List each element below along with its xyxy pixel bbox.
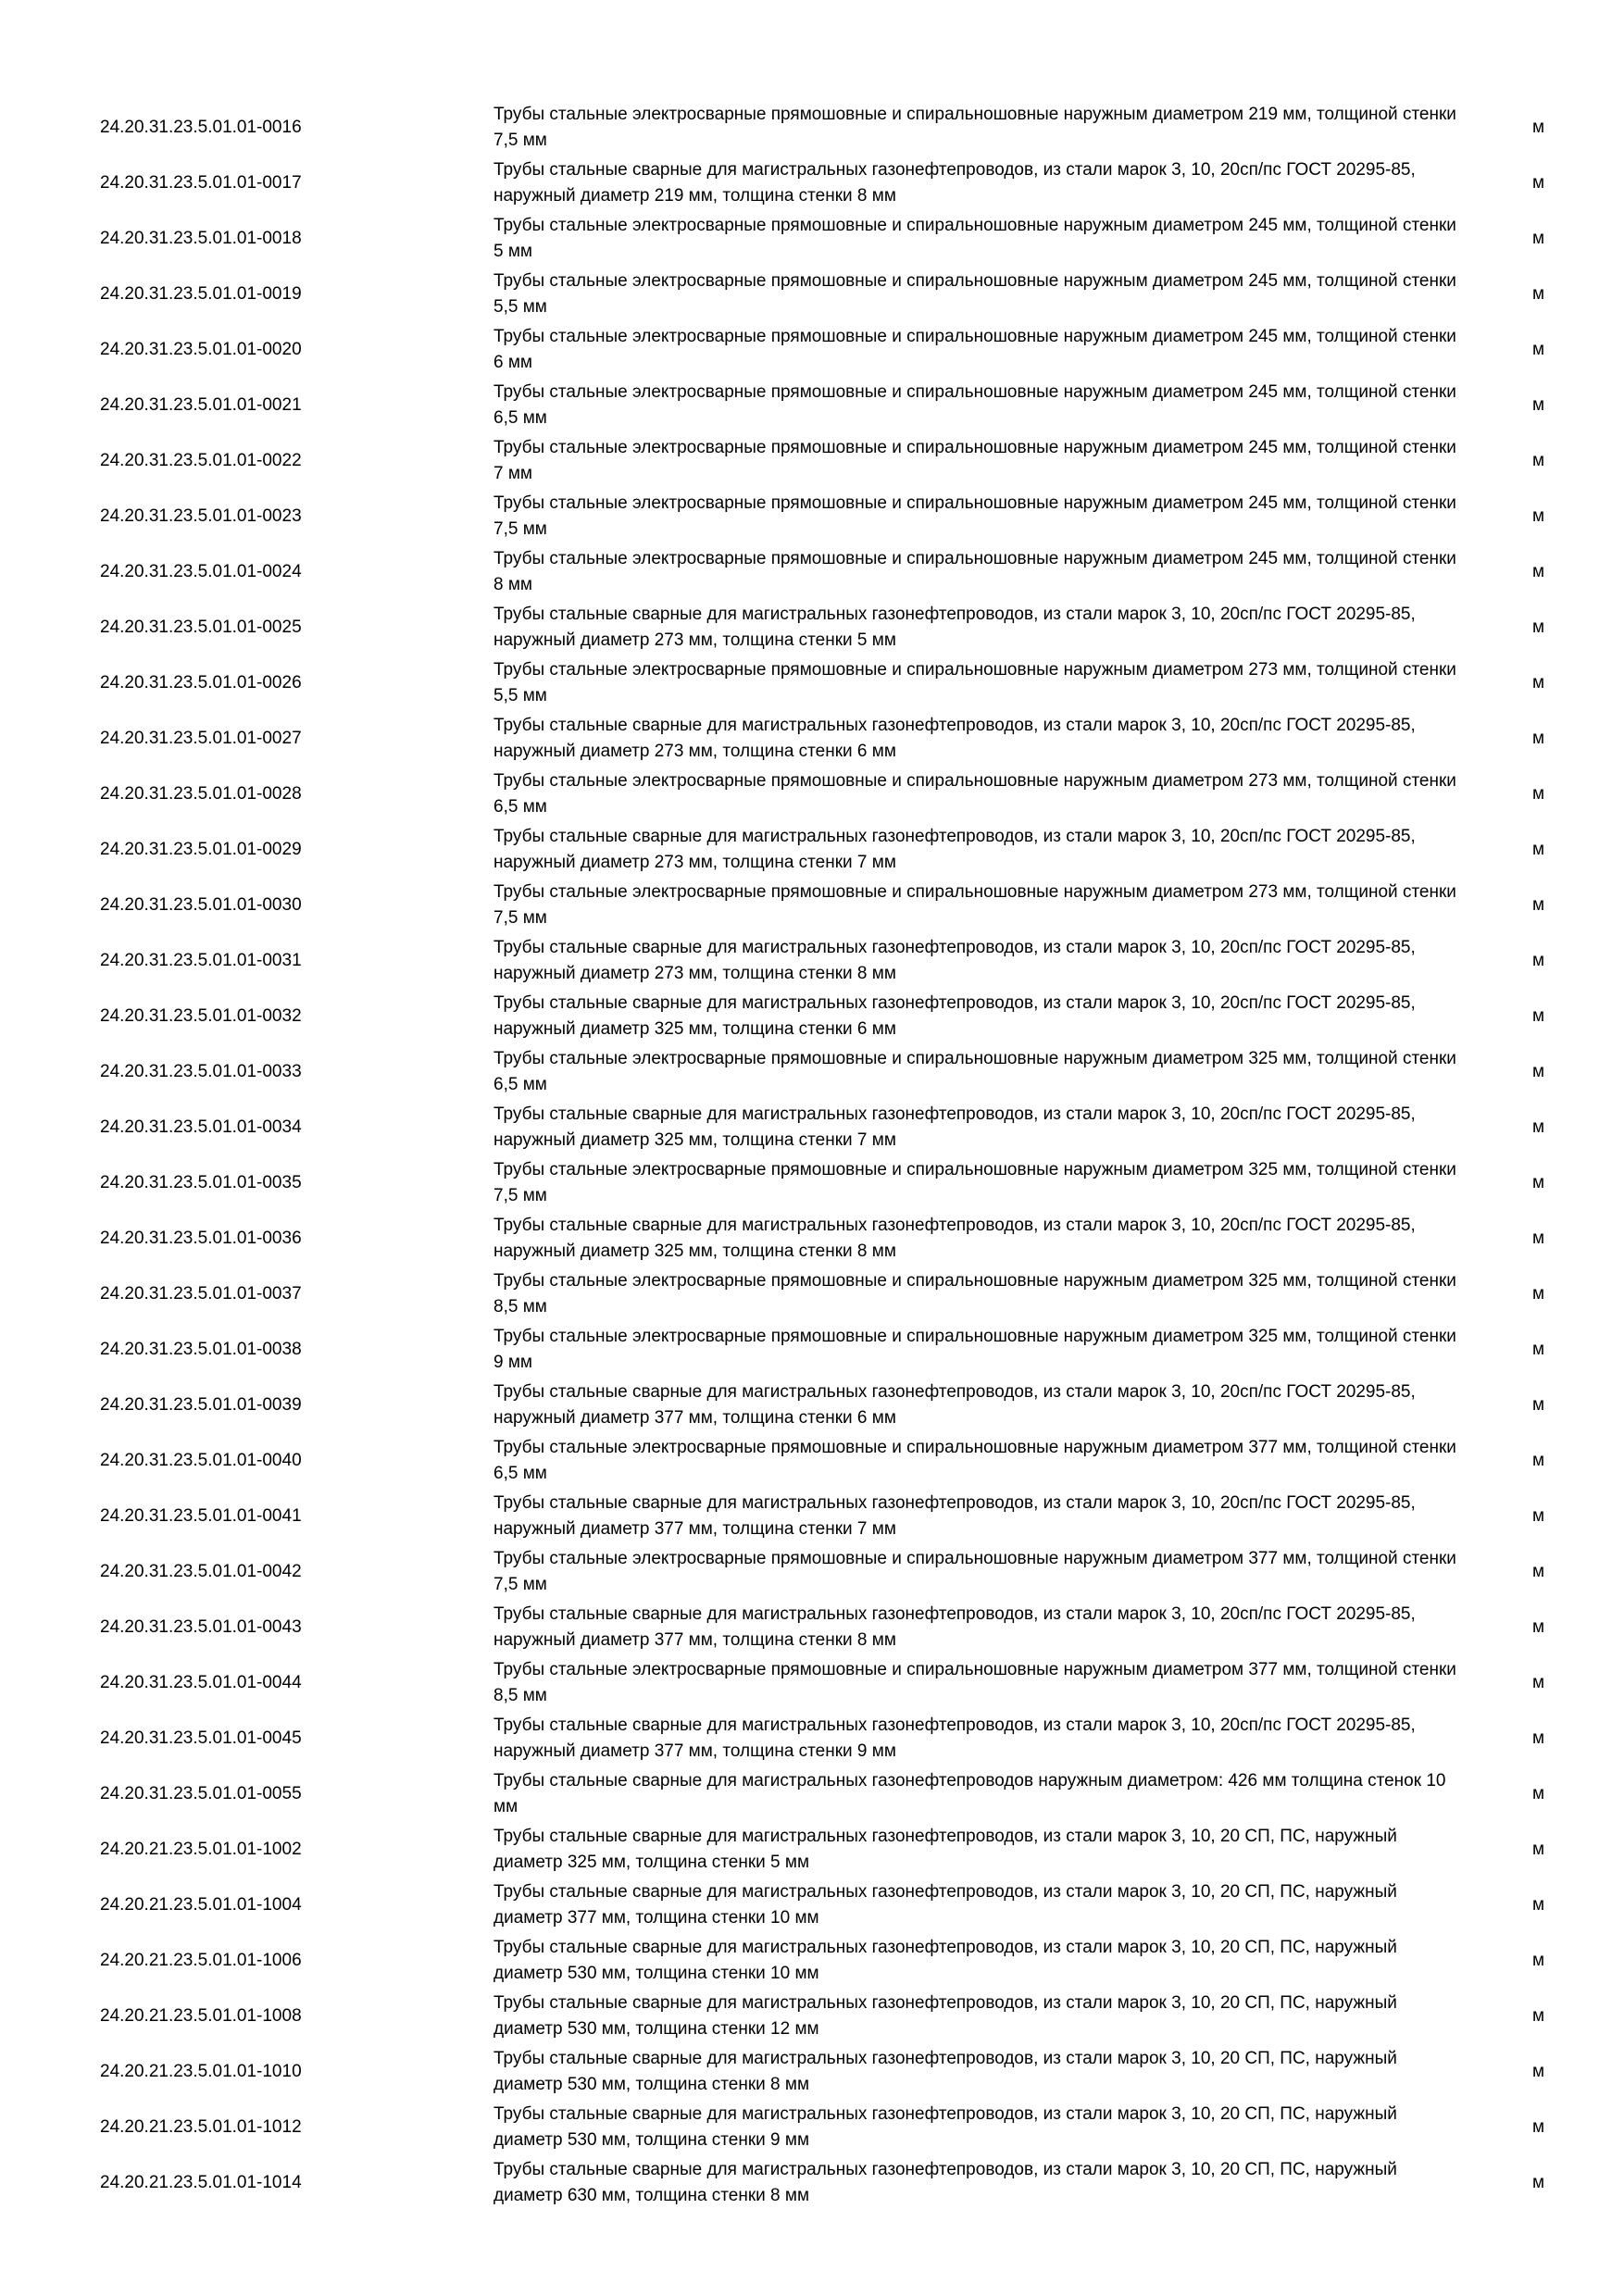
row-unit: м [1531, 1673, 1544, 1692]
row-code: 24.20.31.23.5.01.01-0023 [100, 506, 302, 526]
row-description: Трубы стальные сварные для магистральных газонефтепроводов, из стали марок 3, 10, 20сп/пс ГОСТ 20295-85, наружный диаметр 273 мм, толщина стенки 5 мм [493, 605, 1416, 650]
row-description-cell [493, 767, 1498, 822]
row-code: 24.20.21.23.5.01.01-1012 [100, 2117, 302, 2137]
row-code: 24.20.31.23.5.01.01-0045 [100, 1728, 302, 1748]
table-row [100, 2100, 1544, 2155]
row-unit: м [1531, 1229, 1544, 1248]
price-table [100, 100, 1544, 2211]
row-code: 24.20.21.23.5.01.01-1006 [100, 1951, 302, 1970]
row-unit: м [1531, 1395, 1544, 1415]
row-code: 24.20.31.23.5.01.01-0018 [100, 229, 302, 248]
table-row [100, 1989, 1544, 2044]
table-row [100, 655, 1544, 711]
row-description-cell [493, 989, 1498, 1044]
row-description: Трубы стальные сварные для магистральных газонефтепроводов, из стали марок 3, 10, 20 СП, ПС, наружный диаметр 377 мм, толщина стенки 10 мм [493, 1882, 1397, 1928]
row-description: Трубы стальные сварные для магистральных газонефтепроводов, из стали марок 3, 10, 20 СП, ПС, наружный диаметр 325 мм, толщина стенки 5 мм [493, 1827, 1397, 1872]
row-description-cell [493, 1267, 1498, 1322]
row-code: 24.20.31.23.5.01.01-0029 [100, 840, 302, 859]
row-unit: м [1531, 1895, 1544, 1915]
row-code: 24.20.31.23.5.01.01-0030 [100, 895, 302, 915]
table-row [100, 767, 1544, 822]
row-description: Трубы стальные электросварные прямошовные и спиральношовные наружным диаметром 245 мм, толщиной стенки 8 мм [493, 549, 1456, 594]
row-description: Трубы стальные сварные для магистральных газонефтепроводов, из стали марок 3, 10, 20сп/пс ГОСТ 20295-85, наружный диаметр 219 мм, толщина стенки 8 мм [493, 160, 1416, 206]
row-description: Трубы стальные сварные для магистральных газонефтепроводов, из стали марок 3, 10, 20сп/пс ГОСТ 20295-85, наружный диаметр 273 мм, толщина стенки 8 мм [493, 938, 1416, 983]
row-description: Трубы стальные сварные для магистральных газонефтепроводов, из стали марок 3, 10, 20 СП, ПС, наружный диаметр 530 мм, толщина стенки 12 мм [493, 1993, 1397, 2039]
table-row [100, 1211, 1544, 1267]
row-description-cell [493, 322, 1498, 378]
table-row [100, 989, 1544, 1044]
table-row [100, 1933, 1544, 1989]
row-description-cell [493, 600, 1498, 655]
row-description: Трубы стальные электросварные прямошовные и спиральношовные наружным диаметром 273 мм, толщиной стенки 7,5 мм [493, 882, 1456, 928]
row-unit: м [1531, 2062, 1544, 2081]
row-unit: м [1531, 1728, 1544, 1748]
row-unit: м [1531, 1173, 1544, 1192]
row-code: 24.20.31.23.5.01.01-0043 [100, 1617, 302, 1637]
row-description: Трубы стальные электросварные прямошовные и спиральношовные наружным диаметром 377 мм, толщиной стенки 6,5 мм [493, 1438, 1456, 1483]
table-row [100, 378, 1544, 433]
row-description: Трубы стальные электросварные прямошовные и спиральношовные наружным диаметром 325 мм, толщиной стенки 6,5 мм [493, 1049, 1456, 1094]
row-description: Трубы стальные сварные для магистральных газонефтепроводов, из стали марок 3, 10, 20 СП, ПС, наружный диаметр 530 мм, толщина стенки 8 мм [493, 2049, 1397, 2094]
row-unit: м [1531, 173, 1544, 193]
row-description-cell [493, 2044, 1498, 2100]
row-description: Трубы стальные сварные для магистральных газонефтепроводов, из стали марок 3, 10, 20сп/пс ГОСТ 20295-85, наружный диаметр 325 мм, толщина стенки 6 мм [493, 993, 1416, 1039]
row-description-cell [493, 1544, 1498, 1600]
row-description: Трубы стальные электросварные прямошовные и спиральношовные наружным диаметром 273 мм, толщиной стенки 6,5 мм [493, 771, 1456, 817]
row-description: Трубы стальные сварные для магистральных газонефтепроводов, из стали марок 3, 10, 20сп/пс ГОСТ 20295-85, наружный диаметр 377 мм, толщина стенки 7 мм [493, 1493, 1416, 1539]
table-row [100, 433, 1544, 489]
row-description-cell [493, 1489, 1498, 1544]
row-unit: м [1531, 1784, 1544, 1803]
table-body [100, 100, 1544, 2211]
table-row [100, 2044, 1544, 2100]
row-description: Трубы стальные электросварные прямошовные и спиральношовные наружным диаметром 245 мм, толщиной стенки 6 мм [493, 327, 1456, 372]
row-unit: м [1531, 1284, 1544, 1304]
row-description-cell [493, 1322, 1498, 1378]
row-description-cell [493, 1933, 1498, 1989]
row-description-cell [493, 1044, 1498, 1100]
row-unit: м [1531, 1117, 1544, 1137]
row-description-cell [493, 1378, 1498, 1433]
row-unit: м [1531, 840, 1544, 859]
row-unit: м [1531, 1562, 1544, 1581]
row-description-cell [493, 822, 1498, 878]
row-description-cell [493, 1711, 1498, 1766]
row-code: 24.20.31.23.5.01.01-0042 [100, 1562, 302, 1581]
table-row [100, 600, 1544, 655]
table-row [100, 322, 1544, 378]
table-row [100, 1155, 1544, 1211]
row-unit: м [1531, 395, 1544, 415]
row-description: Трубы стальные сварные для магистральных газонефтепроводов, из стали марок 3, 10, 20 СП, ПС, наружный диаметр 530 мм, толщина стенки 9 мм [493, 2104, 1397, 2150]
table-row [100, 1822, 1544, 1878]
row-unit: м [1531, 2006, 1544, 2026]
row-description-cell [493, 1155, 1498, 1211]
row-code: 24.20.21.23.5.01.01-1010 [100, 2062, 302, 2081]
row-code: 24.20.31.23.5.01.01-0020 [100, 340, 302, 359]
row-description: Трубы стальные электросварные прямошовные и спиральношовные наружным диаметром 219 мм, толщиной стенки 7,5 мм [493, 105, 1456, 150]
row-code: 24.20.21.23.5.01.01-1002 [100, 1840, 302, 1859]
row-description-cell [493, 933, 1498, 989]
row-description: Трубы стальные сварные для магистральных газонефтепроводов, из стали марок 3, 10, 20сп/пс ГОСТ 20295-85, наружный диаметр 273 мм, толщина стенки 6 мм [493, 716, 1416, 761]
row-code: 24.20.31.23.5.01.01-0034 [100, 1117, 302, 1137]
row-code: 24.20.31.23.5.01.01-0037 [100, 1284, 302, 1304]
row-unit: м [1531, 562, 1544, 581]
table-row [100, 711, 1544, 767]
row-unit: м [1531, 1340, 1544, 1359]
row-description: Трубы стальные электросварные прямошовные и спиральношовные наружным диаметром 377 мм, толщиной стенки 7,5 мм [493, 1549, 1456, 1594]
row-description: Трубы стальные сварные для магистральных газонефтепроводов, из стали марок 3, 10, 20сп/пс ГОСТ 20295-85, наружный диаметр 377 мм, толщина стенки 9 мм [493, 1716, 1416, 1761]
row-unit: м [1531, 1451, 1544, 1470]
row-description-cell [493, 1433, 1498, 1489]
row-code: 24.20.21.23.5.01.01-1014 [100, 2173, 302, 2192]
row-description-cell [493, 1100, 1498, 1155]
row-description-cell [493, 433, 1498, 489]
row-code: 24.20.31.23.5.01.01-0031 [100, 951, 302, 970]
row-description-cell [493, 211, 1498, 267]
row-code: 24.20.31.23.5.01.01-0033 [100, 1062, 302, 1081]
row-unit: м [1531, 2117, 1544, 2137]
table-row [100, 878, 1544, 933]
row-code: 24.20.31.23.5.01.01-0036 [100, 1229, 302, 1248]
row-unit: м [1531, 1840, 1544, 1859]
table-row [100, 1600, 1544, 1655]
row-unit: м [1531, 673, 1544, 693]
row-code: 24.20.31.23.5.01.01-0044 [100, 1673, 302, 1692]
row-code: 24.20.31.23.5.01.01-0024 [100, 562, 302, 581]
row-code: 24.20.31.23.5.01.01-0026 [100, 673, 302, 693]
row-description: Трубы стальные сварные для магистральных газонефтепроводов, из стали марок 3, 10, 20 СП, ПС, наружный диаметр 530 мм, толщина стенки 10 мм [493, 1938, 1397, 1983]
row-description: Трубы стальные электросварные прямошовные и спиральношовные наружным диаметром 245 мм, толщиной стенки 7,5 мм [493, 493, 1456, 539]
table-row [100, 1489, 1544, 1544]
row-description: Трубы стальные сварные для магистральных газонефтепроводов, из стали марок 3, 10, 20сп/пс ГОСТ 20295-85, наружный диаметр 377 мм, толщина стенки 6 мм [493, 1382, 1416, 1428]
row-unit: м [1531, 1006, 1544, 1026]
row-description-cell [493, 156, 1498, 211]
row-code: 24.20.31.23.5.01.01-0032 [100, 1006, 302, 1026]
row-description: Трубы стальные электросварные прямошовные и спиральношовные наружным диаметром 245 мм, толщиной стенки 5 мм [493, 216, 1456, 261]
row-code: 24.20.31.23.5.01.01-0038 [100, 1340, 302, 1359]
row-description: Трубы стальные сварные для магистральных газонефтепроводов наружным диаметром: 426 мм толщина стенок 10 мм [493, 1771, 1446, 1816]
table-row [100, 1711, 1544, 1766]
row-description-cell [493, 878, 1498, 933]
row-code: 24.20.31.23.5.01.01-0025 [100, 618, 302, 637]
row-description-cell [493, 1989, 1498, 2044]
table-row [100, 1544, 1544, 1600]
row-code: 24.20.31.23.5.01.01-0055 [100, 1784, 302, 1803]
row-code: 24.20.31.23.5.01.01-0040 [100, 1451, 302, 1470]
table-row [100, 1378, 1544, 1433]
row-code: 24.20.21.23.5.01.01-1004 [100, 1895, 302, 1915]
row-description: Трубы стальные сварные для магистральных газонефтепроводов, из стали марок 3, 10, 20 СП, ПС, наружный диаметр 630 мм, толщина стенки 8 мм [493, 2160, 1397, 2205]
row-description: Трубы стальные электросварные прямошовные и спиральношовные наружным диаметром 377 мм, толщиной стенки 8,5 мм [493, 1660, 1456, 1705]
row-code: 24.20.21.23.5.01.01-1008 [100, 2006, 302, 2026]
table-row [100, 1100, 1544, 1155]
row-description-cell [493, 100, 1498, 156]
row-description: Трубы стальные сварные для магистральных газонефтепроводов, из стали марок 3, 10, 20сп/пс ГОСТ 20295-85, наружный диаметр 377 мм, толщина стенки 8 мм [493, 1604, 1416, 1650]
row-description-cell [493, 2155, 1498, 2211]
table-row [100, 100, 1544, 156]
row-description-cell [493, 378, 1498, 433]
table-row [100, 1267, 1544, 1322]
row-description-cell [493, 267, 1498, 322]
row-description-cell [493, 489, 1498, 544]
row-description-cell [493, 1655, 1498, 1711]
table-row [100, 1044, 1544, 1100]
row-unit: м [1531, 729, 1544, 748]
table-row [100, 1878, 1544, 1933]
row-description: Трубы стальные электросварные прямошовные и спиральношовные наружным диаметром 325 мм, толщиной стенки 7,5 мм [493, 1160, 1456, 1205]
row-unit: м [1531, 1617, 1544, 1637]
row-description-cell [493, 1878, 1498, 1933]
row-unit: м [1531, 451, 1544, 470]
row-description-cell [493, 1211, 1498, 1267]
row-unit: м [1531, 618, 1544, 637]
row-code: 24.20.31.23.5.01.01-0039 [100, 1395, 302, 1415]
row-description: Трубы стальные сварные для магистральных газонефтепроводов, из стали марок 3, 10, 20сп/пс ГОСТ 20295-85, наружный диаметр 273 мм, толщина стенки 7 мм [493, 827, 1416, 872]
table-row [100, 1433, 1544, 1489]
row-code: 24.20.31.23.5.01.01-0016 [100, 118, 302, 137]
row-description: Трубы стальные электросварные прямошовные и спиральношовные наружным диаметром 325 мм, толщиной стенки 8,5 мм [493, 1271, 1456, 1316]
table-row [100, 156, 1544, 211]
table-row [100, 822, 1544, 878]
row-description: Трубы стальные электросварные прямошовные и спиральношовные наружным диаметром 325 мм, толщиной стенки 9 мм [493, 1327, 1456, 1372]
row-description-cell [493, 1600, 1498, 1655]
row-code: 24.20.31.23.5.01.01-0028 [100, 784, 302, 804]
row-description-cell [493, 711, 1498, 767]
row-description: Трубы стальные электросварные прямошовные и спиральношовные наружным диаметром 245 мм, толщиной стенки 5,5 мм [493, 271, 1456, 317]
table-row [100, 544, 1544, 600]
row-unit: м [1531, 1062, 1544, 1081]
row-description: Трубы стальные электросварные прямошовные и спиральношовные наружным диаметром 245 мм, толщиной стенки 7 мм [493, 438, 1456, 483]
row-description-cell [493, 655, 1498, 711]
row-description: Трубы стальные сварные для магистральных газонефтепроводов, из стали марок 3, 10, 20сп/пс ГОСТ 20295-85, наружный диаметр 325 мм, толщина стенки 7 мм [493, 1104, 1416, 1150]
row-description-cell [493, 2100, 1498, 2155]
row-code: 24.20.31.23.5.01.01-0027 [100, 729, 302, 748]
table-row [100, 211, 1544, 267]
row-code: 24.20.31.23.5.01.01-0041 [100, 1506, 302, 1526]
row-unit: м [1531, 951, 1544, 970]
row-code: 24.20.31.23.5.01.01-0022 [100, 451, 302, 470]
row-unit: м [1531, 2173, 1544, 2192]
row-unit: м [1531, 1951, 1544, 1970]
row-description-cell [493, 544, 1498, 600]
row-unit: м [1531, 895, 1544, 915]
row-unit: м [1531, 340, 1544, 359]
table-row [100, 2155, 1544, 2211]
row-code: 24.20.31.23.5.01.01-0019 [100, 284, 302, 304]
table-row [100, 489, 1544, 544]
row-code: 24.20.31.23.5.01.01-0021 [100, 395, 302, 415]
row-unit: м [1531, 784, 1544, 804]
row-unit: м [1531, 506, 1544, 526]
row-description-cell [493, 1822, 1498, 1878]
row-description: Трубы стальные электросварные прямошовные и спиральношовные наружным диаметром 273 мм, толщиной стенки 5,5 мм [493, 660, 1456, 705]
table-row [100, 267, 1544, 322]
row-code: 24.20.31.23.5.01.01-0035 [100, 1173, 302, 1192]
row-description: Трубы стальные электросварные прямошовные и спиральношовные наружным диаметром 245 мм, толщиной стенки 6,5 мм [493, 382, 1456, 428]
row-description-cell [493, 1766, 1498, 1822]
table-row [100, 1766, 1544, 1822]
row-unit: м [1531, 118, 1544, 137]
row-description: Трубы стальные сварные для магистральных газонефтепроводов, из стали марок 3, 10, 20сп/пс ГОСТ 20295-85, наружный диаметр 325 мм, толщина стенки 8 мм [493, 1216, 1416, 1261]
row-unit: м [1531, 1506, 1544, 1526]
row-unit: м [1531, 229, 1544, 248]
table-row [100, 933, 1544, 989]
row-code: 24.20.31.23.5.01.01-0017 [100, 173, 302, 193]
table-row [100, 1655, 1544, 1711]
row-unit: м [1531, 284, 1544, 304]
table-row [100, 1322, 1544, 1378]
